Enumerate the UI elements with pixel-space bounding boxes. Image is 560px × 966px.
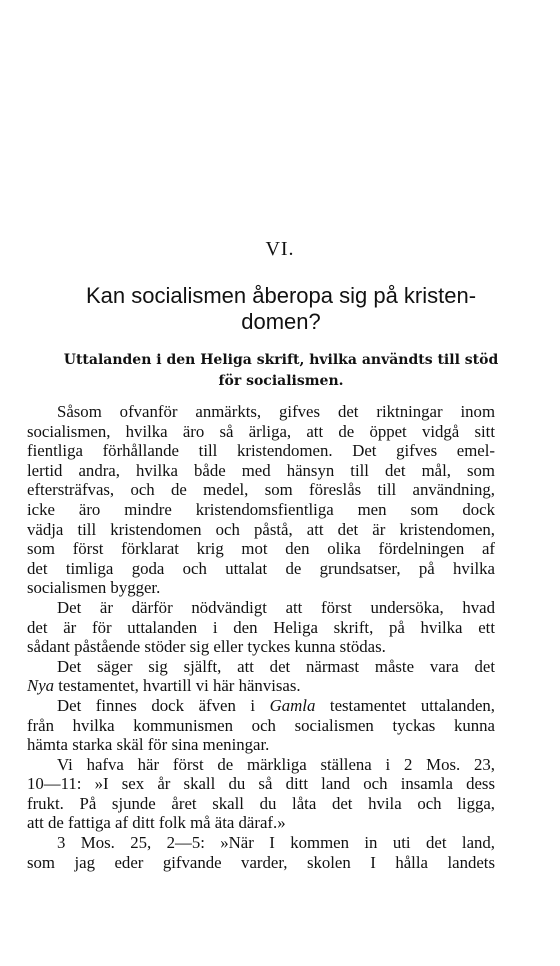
body-line: som först förklarat krig mot den olika fördelningen af [27,539,495,559]
body-line: vädja till kristendomen och påstå, att det är kristendomen, [27,519,495,539]
subtitle-line-1: Uttalanden i den Heliga skrift, hvilka användts till stöd [63,352,499,368]
body-line: Det säger sig själft, att det närmast måste vara det [57,656,495,676]
body-line: Det är därför nödvändigt att först undersöka, hvad [57,597,495,617]
body-text [27,402,495,872]
body-line-italic: Gamla [269,695,316,715]
body-line [27,676,495,696]
chapter-title [26,283,536,335]
body-line: från hvilka kommunismen och socialismen tyckas kunna [27,715,495,735]
body-line: 10—11: »I sex år skall du så ditt land och insamla dess [27,774,495,794]
body-line: frukt. På sjunde året skall du låta det hvila och ligga, [27,793,495,813]
chapter-title-line-1: Kan socialismen åberopa sig på kristen- [85,283,477,308]
body-line-text: testamentet uttalanden, [315,695,495,715]
body-line: sådant påstående stöder sig eller tyckes kunna stödas. [27,637,386,657]
chapter-subtitle [26,350,536,392]
chapter-number: VI. [265,238,295,260]
body-line: det är för uttalanden i den Heliga skrift, på hvilka ett [27,617,495,637]
body-line-italic: Nya [27,676,55,696]
body-line-text: Det finnes dock äfven i [57,695,270,715]
body-line: som jag eder gifvande varder, skolen I hålla landets [27,852,495,872]
chapter-title-line-2: domen? [241,309,321,334]
body-line-text: testamentet, hvartill vi här hänvisas. [54,676,301,696]
body-line: socialismen, hvilka äro så ärliga, att de öppet vidgå sitt [27,421,495,441]
body-line: Såsom ofvanför anmärkts, gifves det riktningar inom [57,402,495,421]
body-line: lertid andra, hvilka både med hänsyn till det mål, som [27,460,495,480]
body-line [27,696,495,716]
body-line: det timliga goda och uttalat de grundsatser, på hvilka [27,558,495,578]
body-line: Vi hafva här först de märkliga ställena i 2 Mos. 23, [57,754,495,774]
body-line: icke äro mindre kristendomsfientliga men som dock [27,499,495,519]
body-line: eftersträfvas, och de medel, som föreslås till användning, [27,480,495,500]
body-line: socialismen bygger. [27,578,161,598]
subtitle-line-2: för socialismen. [218,373,344,389]
body-line: hämta starka skäl för sina meningar. [27,735,270,755]
body-line: att de fattiga af ditt folk må äta däraf.» [27,813,286,833]
body-line: fientliga förhållande till kristendomen. Det gifves emel- [27,441,495,461]
body-line: 3 Mos. 25, 2—5: »När I kommen in uti det land, [57,833,495,853]
